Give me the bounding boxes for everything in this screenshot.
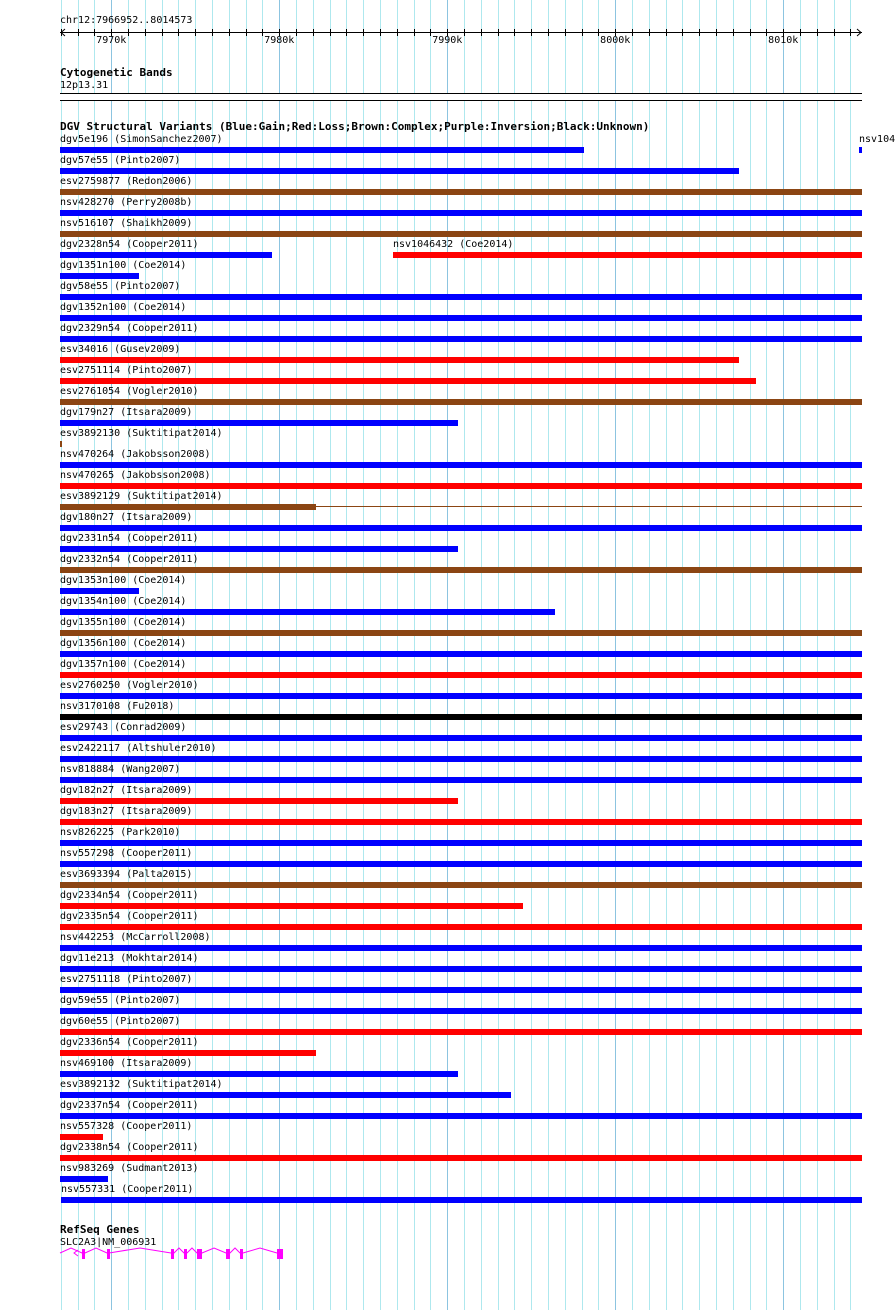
variant-bar-gain[interactable] [60,1092,511,1098]
variant-bar-gain[interactable] [60,840,862,846]
variant-bar-gain[interactable] [60,336,862,342]
variant-label[interactable]: esv2751118 (Pinto2007) [60,974,193,985]
variant-bar-loss[interactable] [60,1050,316,1056]
variant-bar-gain[interactable] [60,1176,108,1182]
gene-exon [240,1249,243,1259]
ruler-tick-label: 8000k [600,35,631,46]
gene-exon [197,1249,202,1259]
variant-label[interactable]: nsv3170108 (Fu2018) [60,701,175,712]
variant-label[interactable]: dgv183n27 (Itsara2009) [60,806,193,817]
variant-bar-loss[interactable] [60,1029,862,1035]
variant-bar-loss[interactable] [60,819,862,825]
variant-bar-loss[interactable] [60,1134,103,1140]
variant-bar-complex[interactable] [60,231,862,237]
ruler-tick-label: 7980k [264,35,295,46]
variant-bar-gain[interactable] [60,252,272,258]
variant-bar-gain[interactable] [859,147,862,153]
gene-exon [226,1249,230,1259]
variant-label[interactable]: dgv1354n100 (Coe2014) [60,596,187,607]
ruler-tick-label: 7990k [432,35,463,46]
variant-label[interactable]: dgv59e55 (Pinto2007) [60,995,181,1006]
gene-exon [171,1249,174,1259]
gene-label[interactable]: SLC2A3|NM_006931 [60,1237,157,1248]
variant-label[interactable]: esv3693394 (Palta2015) [60,869,193,880]
variant-label[interactable]: esv3892129 (Suktitipat2014) [60,491,223,502]
variant-bar-complex[interactable] [60,567,862,573]
variant-bar-complex[interactable] [60,504,316,510]
variant-bar-gain[interactable] [60,1113,862,1119]
variant-bar-gain[interactable] [60,525,862,531]
variant-label[interactable]: dgv1357n100 (Coe2014) [60,659,187,670]
cytoband-ideogram[interactable] [60,93,862,101]
variant-label[interactable]: dgv1351n100 (Coe2014) [60,260,187,271]
variant-label[interactable]: dgv2332n54 (Cooper2011) [60,554,199,565]
variant-bar-complex[interactable] [60,630,862,636]
variant-label[interactable]: dgv1352n100 (Coe2014) [60,302,187,313]
variant-bar-unknown[interactable] [60,714,862,720]
variant-label[interactable]: nsv104 [859,134,895,145]
variant-label[interactable]: dgv60e55 (Pinto2007) [60,1016,181,1027]
variant-bar-gain[interactable] [61,1197,862,1203]
variant-label[interactable]: esv2761054 (Vogler2010) [60,386,199,397]
ruler-tick-label: 7970k [96,35,127,46]
variant-label[interactable]: dgv57e55 (Pinto2007) [60,155,181,166]
gene-exon [277,1249,283,1259]
variant-label[interactable]: dgv2331n54 (Cooper2011) [60,533,199,544]
variant-label[interactable]: esv2759877 (Redon2006) [60,176,193,187]
variant-bar-loss[interactable] [60,378,756,384]
gene-model-SLC2A3[interactable] [0,1244,890,1264]
variant-bar-gain[interactable] [60,1071,458,1077]
variant-label[interactable]: dgv1356n100 (Coe2014) [60,638,187,649]
variant-label[interactable]: nsv818884 (Wang2007) [60,764,181,775]
variant-label[interactable]: dgv180n27 (Itsara2009) [60,512,193,523]
variant-bar-gain[interactable] [60,420,458,426]
variant-label[interactable]: esv2422117 (Altshuler2010) [60,743,217,754]
variant-label[interactable]: dgv1353n100 (Coe2014) [60,575,187,586]
variant-label[interactable]: dgv2328n54 (Cooper2011) [60,239,199,250]
variant-bar-gain[interactable] [60,315,862,321]
variant-connector-line [316,506,862,507]
variant-bar-loss[interactable] [60,483,862,489]
variant-label[interactable]: esv34016 (Gusev2009) [60,344,181,355]
variant-bar-loss[interactable] [60,1155,862,1161]
variant-bar-gain[interactable] [60,294,862,300]
variant-label[interactable]: dgv1355n100 (Coe2014) [60,617,187,628]
variant-label[interactable]: nsv983269 (Sudmant2013) [60,1163,199,1174]
variant-bar-gain[interactable] [60,945,862,951]
variant-label[interactable]: dgv2337n54 (Cooper2011) [60,1100,199,1111]
variant-bar-complex[interactable] [60,399,862,405]
variant-bar-gain[interactable] [60,1008,862,1014]
variant-bar-complex[interactable] [60,882,862,888]
variant-bar-gain[interactable] [60,168,739,174]
variant-label[interactable]: dgv2329n54 (Cooper2011) [60,323,199,334]
variant-label[interactable]: nsv557331 (Cooper2011) [61,1184,194,1195]
variant-label[interactable]: dgv2335n54 (Cooper2011) [60,911,199,922]
variant-bar-loss[interactable] [393,252,862,258]
variant-label[interactable]: esv2751114 (Pinto2007) [60,365,193,376]
variant-bar-gain[interactable] [60,273,139,279]
variant-bar-loss[interactable] [60,798,458,804]
variant-bar-gain[interactable] [60,966,862,972]
variant-label[interactable]: esv3892132 (Suktitipat2014) [60,1079,223,1090]
variant-bar-loss[interactable] [60,672,862,678]
variant-bar-gain[interactable] [60,756,862,762]
strand-arrow-icon [74,1250,78,1256]
gene-exon [82,1249,85,1259]
variant-label[interactable]: nsv442253 (McCarroll2008) [60,932,211,943]
variant-label[interactable]: esv2760250 (Vogler2010) [60,680,199,691]
variant-bar-loss[interactable] [60,924,862,930]
variant-bar-gain[interactable] [60,987,862,993]
variant-bar-gain[interactable] [60,735,862,741]
variant-label[interactable]: nsv470264 (Jakobsson2008) [60,449,211,460]
variant-bar-gain[interactable] [60,546,458,552]
variant-bar-loss[interactable] [60,357,739,363]
variant-label[interactable]: nsv516107 (Shaikh2009) [60,218,193,229]
variant-bar-complex[interactable] [60,189,862,195]
variant-bar-loss[interactable] [60,903,523,909]
variant-bar-gain[interactable] [60,462,862,468]
variant-bar-gain[interactable] [60,651,862,657]
variant-bar-gain[interactable] [60,588,139,594]
refseq-track-title[interactable]: RefSeq Genes [60,1223,140,1236]
variant-label[interactable]: dgv5e196 (SimonSanchez2007) [60,134,223,145]
variant-label[interactable]: nsv469100 (Itsara2009) [60,1058,193,1069]
variant-label[interactable]: esv29743 (Conrad2009) [60,722,187,733]
gene-exon [184,1249,187,1259]
variant-bar-gain[interactable] [60,210,862,216]
gene-exon [107,1249,110,1259]
variant-label[interactable]: nsv826225 (Park2010) [60,827,181,838]
variant-label[interactable]: dgv2336n54 (Cooper2011) [60,1037,199,1048]
cytoband-track-title[interactable]: Cytogenetic Bands [60,66,173,79]
variant-label[interactable]: nsv428270 (Perry2008b) [60,197,193,208]
dgv-track-title[interactable]: DGV Structural Variants (Blue:Gain;Red:Loss;Brown:Complex;Purple:Inversion;Black:Unknown) [60,120,650,133]
variant-bar-gain[interactable] [60,861,862,867]
variant-bar-gain[interactable] [60,693,862,699]
ruler-tick-label: 8010k [768,35,799,46]
variant-bar-gain[interactable] [60,147,584,153]
variant-label[interactable]: dgv58e55 (Pinto2007) [60,281,181,292]
variant-bar-complex[interactable] [60,441,62,447]
variant-label[interactable]: nsv1046432 (Coe2014) [393,239,514,250]
variant-label[interactable]: dgv182n27 (Itsara2009) [60,785,193,796]
variant-label[interactable]: nsv557328 (Cooper2011) [60,1121,193,1132]
variant-bar-gain[interactable] [60,609,555,615]
gene-intron-line [60,1248,277,1253]
location-label: chr12:7966952..8014573 [60,15,193,26]
variant-label[interactable]: dgv2338n54 (Cooper2011) [60,1142,199,1153]
variant-label[interactable]: nsv557298 (Cooper2011) [60,848,193,859]
variant-bar-gain[interactable] [60,777,862,783]
variant-label[interactable]: dgv179n27 (Itsara2009) [60,407,193,418]
cytoband-label: 12p13.31 [60,80,109,91]
variant-label[interactable]: dgv11e213 (Mokhtar2014) [60,953,199,964]
variant-label[interactable]: dgv2334n54 (Cooper2011) [60,890,199,901]
variant-label[interactable]: esv3892130 (Suktitipat2014) [60,428,223,439]
variant-label[interactable]: nsv470265 (Jakobsson2008) [60,470,211,481]
